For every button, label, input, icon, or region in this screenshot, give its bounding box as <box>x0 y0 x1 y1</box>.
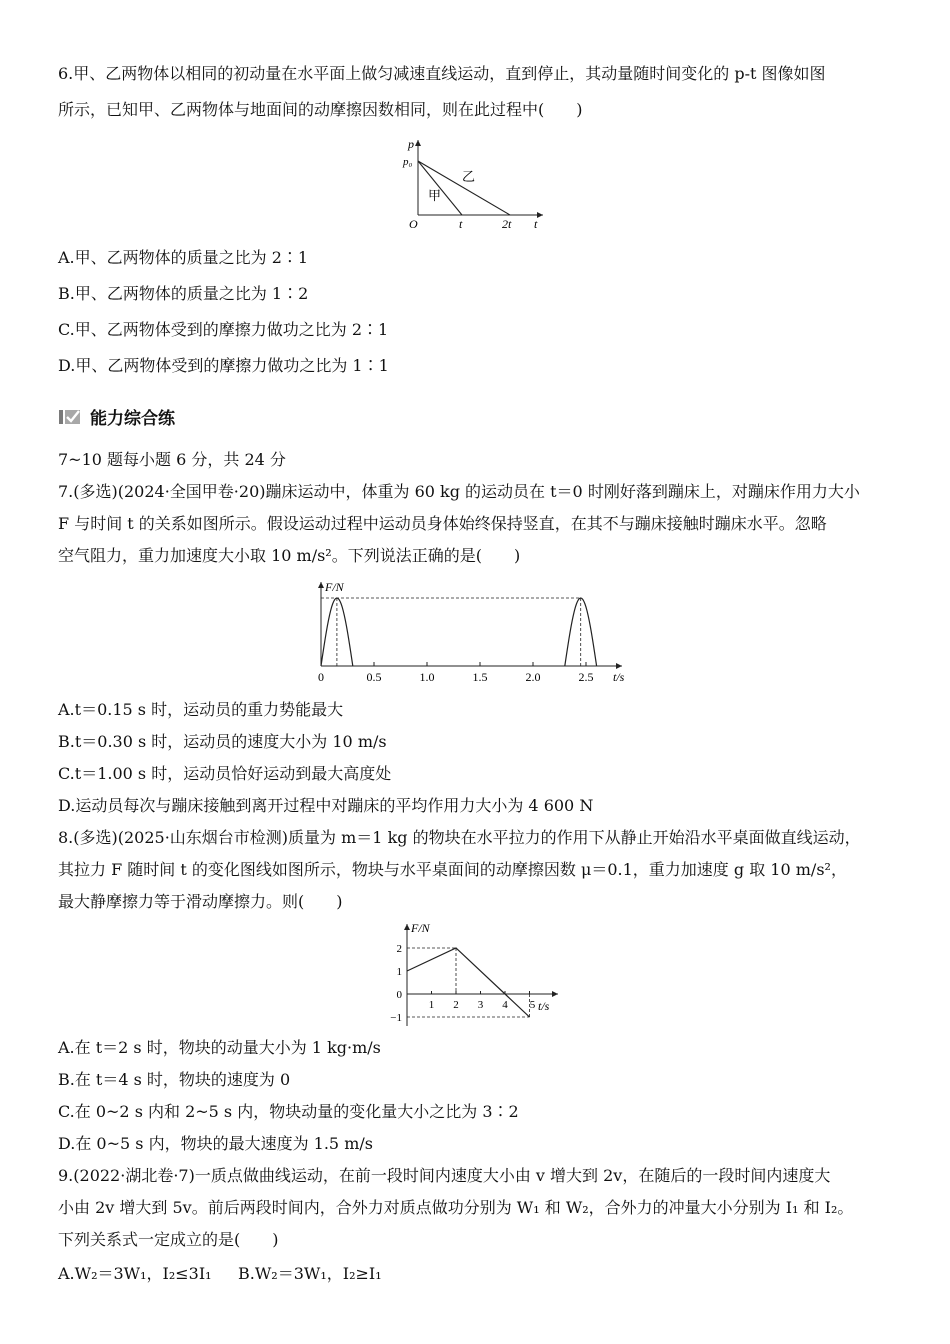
q7-force-time-chart <box>310 578 640 688</box>
q6-pt-figure <box>400 134 550 232</box>
q6-option-b: B.甲、乙两物体的质量之比为 1∶2 <box>58 284 309 303</box>
q8-y-tick-label: 2 <box>396 943 402 955</box>
checkmark-section-icon <box>58 408 82 426</box>
q6-tick-2t: 2t <box>502 217 512 231</box>
q7-x-tick-label: 2.5 <box>578 670 594 684</box>
q9-stem-line2: 小由 2v 增大到 5v。前后两段时间内，合外力对质点做功分别为 W₁ 和 W₂，合外力的冲量大小分别为 I₁ 和 I₂。 <box>58 1198 854 1217</box>
q9-stem-line1: 9.(2022·湖北卷·7)一质点做曲线运动，在前一段时间内速度大小由 v 增大到 2v，在随后的一段时间内速度大 <box>58 1166 831 1185</box>
q6-label-jia: 甲 <box>428 188 442 203</box>
q8-stem-line3: 最大静摩擦力等于滑动摩擦力。则( ) <box>58 892 343 911</box>
q8-x-label: t/s <box>538 999 550 1013</box>
q6-stem-line2: 所示，已知甲、乙两物体与地面间的动摩擦因数相同，则在此过程中( ) <box>58 100 583 119</box>
q8-y-tick-label: −1 <box>390 1012 402 1024</box>
q6-axis-p: p <box>408 137 414 151</box>
q7-x-tick-label: 0 <box>318 670 324 684</box>
q7-x-label: t/s <box>613 670 625 684</box>
q7-x-tick-label: 2.0 <box>525 670 541 684</box>
q8-y-tick-label: 1 <box>396 966 402 978</box>
q6-stem-line1: 6.甲、乙两物体以相同的初动量在水平面上做匀减速直线运动，直到停止，其动量随时间变化的 p-t 图像如图 <box>58 64 826 83</box>
section-heading <box>58 404 175 429</box>
q9-option-a: A.W₂＝3W₁，I₂≤3I₁ <box>58 1264 212 1283</box>
q8-stem-line1: 8.(多选)(2025·山东烟台市检测)质量为 m＝1 kg 的物块在水平拉力的作用下从静止开始沿水平桌面做直线运动， <box>58 828 861 847</box>
q7-x-tick-label: 0.5 <box>366 670 382 684</box>
q6-tick-t: t <box>459 217 463 231</box>
q9-stem-line3: 下列关系式一定成立的是( ) <box>58 1230 279 1249</box>
q6-origin: O <box>409 217 418 231</box>
q8-y-tick-label: 0 <box>396 989 402 1001</box>
q6-option-d: D.甲、乙两物体受到的摩擦力做功之比为 1∶1 <box>58 356 389 375</box>
q7-option-d: D.运动员每次与蹦床接触到离开过程中对蹦床的平均作用力大小为 4 600 N <box>58 796 594 815</box>
q8-force-time-chart <box>380 920 570 1032</box>
q8-x-tick-label: 2 <box>453 999 459 1011</box>
q8-x-tick-label: 5 <box>529 999 536 1011</box>
q8-option-b: B.在 t＝4 s 时，物块的速度为 0 <box>58 1070 291 1089</box>
q8-x-tick-label: 1 <box>428 999 435 1011</box>
q8-stem-line2: 其拉力 F 随时间 t 的变化图线如图所示，物块与水平桌面间的动摩擦因数 μ＝0.1，重力加速度 g 取 10 m/s²， <box>58 860 847 879</box>
q9-option-b: B.W₂＝3W₁，I₂≥I₁ <box>238 1264 382 1283</box>
q6-p0: p₀ <box>403 156 413 168</box>
section-scoring: 7~10 题每小题 6 分，共 24 分 <box>58 450 286 469</box>
q8-option-c: C.在 0~2 s 内和 2~5 s 内，物块动量的变化量大小之比为 3∶2 <box>58 1102 519 1121</box>
q8-force-line <box>407 948 530 1017</box>
q7-stem-line1: 7.(多选)(2024·全国甲卷·20)蹦床运动中，体重为 60 kg 的运动员在 t＝0 时刚好落到蹦床上，对蹦床作用力大小 <box>58 482 860 501</box>
q8-x-tick-label: 4 <box>502 999 508 1011</box>
q7-stem-line2: F 与时间 t 的关系如图所示。假设运动过程中运动员身体始终保持竖直，在其不与蹦床接触时蹦床水平。忽略 <box>58 514 827 533</box>
q7-option-c: C.t＝1.00 s 时，运动员恰好运动到最大高度处 <box>58 764 392 783</box>
q7-y-label: F/N <box>325 580 344 594</box>
q7-x-tick-label: 1.5 <box>472 670 488 684</box>
q6-option-a: A.甲、乙两物体的质量之比为 2∶1 <box>58 248 309 267</box>
q8-y-label: F/N <box>411 921 430 935</box>
q7-option-a: A.t＝0.15 s 时，运动员的重力势能最大 <box>58 700 344 719</box>
q7-option-b: B.t＝0.30 s 时，运动员的速度大小为 10 m/s <box>58 732 387 751</box>
section-title: 能力综合练 <box>90 409 175 429</box>
q8-option-a: A.在 t＝2 s 时，物块的动量大小为 1 kg·m/s <box>58 1038 381 1057</box>
q8-option-d: D.在 0~5 s 内，物块的最大速度为 1.5 m/s <box>58 1134 373 1153</box>
q6-label-yi: 乙 <box>462 169 476 184</box>
q8-x-tick-label: 3 <box>477 999 484 1011</box>
q7-x-tick-label: 1.0 <box>419 670 435 684</box>
q6-axis-t: t <box>534 217 538 231</box>
q6-option-c: C.甲、乙两物体受到的摩擦力做功之比为 2∶1 <box>58 320 389 339</box>
q7-stem-line3: 空气阻力，重力加速度大小取 10 m/s²。下列说法正确的是( ) <box>58 546 521 565</box>
